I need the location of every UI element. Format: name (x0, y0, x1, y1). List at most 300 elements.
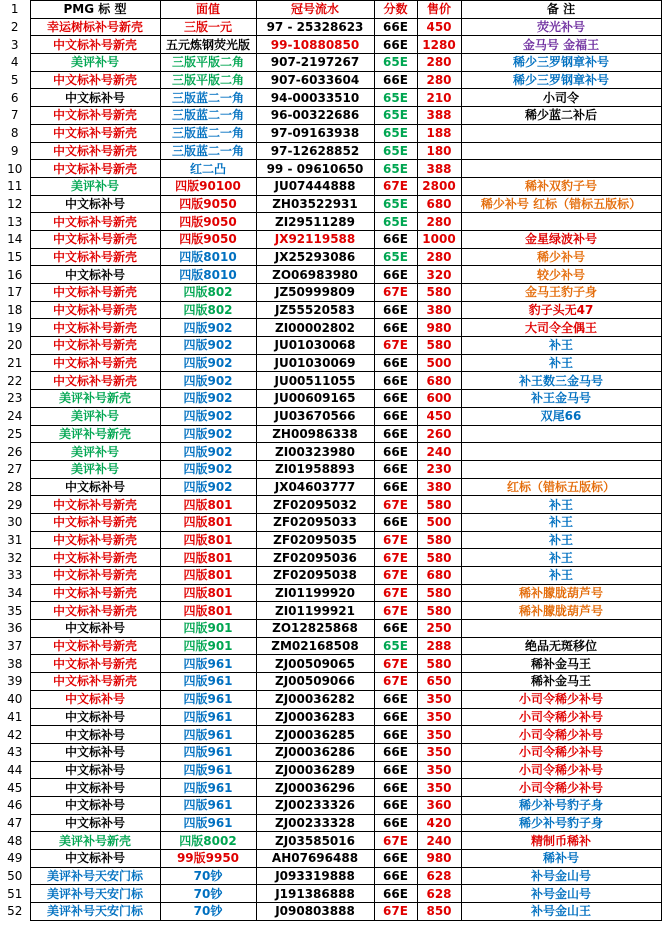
cell-price: 320 (417, 266, 461, 284)
table-row (0, 903, 661, 921)
row-number: 47 (7, 815, 23, 830)
cell-price: 500 (417, 354, 461, 372)
cell-serial: ZH03522931 (256, 195, 374, 213)
cell-denomination: 四版801 (160, 496, 256, 514)
cell-price: 350 (417, 761, 461, 779)
cell-grade: 66E (374, 867, 417, 885)
cell-type: 中文标补号新壳 (30, 284, 160, 302)
cell-grade: 66E (374, 620, 417, 638)
cell-serial: ZJ03585016 (256, 832, 374, 850)
row-number: 23 (7, 391, 23, 406)
row-number: 38 (7, 656, 23, 671)
cell-price: 628 (417, 867, 461, 885)
cell-grade: 66E (374, 319, 417, 337)
cell-type: 中文标补号 (30, 726, 160, 744)
cell-denomination: 四版801 (160, 549, 256, 567)
cell-serial: ZM02168508 (256, 637, 374, 655)
cell-grade: 66E (374, 726, 417, 744)
cell-serial: ZI29511289 (256, 213, 374, 231)
cell-remark (461, 124, 661, 142)
table-row (0, 230, 661, 248)
header-remark: 备 注 (461, 1, 661, 19)
cell-grade: 66E (374, 354, 417, 372)
cell-type: 中文标补号新壳 (30, 549, 160, 567)
cell-remark: 较少补号 (461, 266, 661, 284)
cell-serial: ZI01199921 (256, 602, 374, 620)
cell-denomination: 四版9050 (160, 230, 256, 248)
cell-denomination: 四版902 (160, 337, 256, 355)
cell-remark: 稀少三罗钢章补号 (461, 54, 661, 72)
cell-denomination: 四版902 (160, 354, 256, 372)
table-row (0, 796, 661, 814)
cell-price: 240 (417, 443, 461, 461)
cell-remark: 小司令稀少补号 (461, 761, 661, 779)
cell-serial: 907-2197267 (256, 54, 374, 72)
cell-price: 980 (417, 319, 461, 337)
row-number: 30 (7, 515, 23, 530)
cell-grade: 66E (374, 301, 417, 319)
table-row (0, 743, 661, 761)
row-number: 35 (7, 603, 23, 618)
cell-grade: 67E (374, 903, 417, 921)
cell-denomination: 四版801 (160, 513, 256, 531)
cell-remark: 补王 (461, 337, 661, 355)
cell-type: 中文标补号 (30, 850, 160, 868)
cell-denomination: 四版8010 (160, 266, 256, 284)
table-body (0, 18, 661, 920)
cell-denomination: 三版蓝二一角 (160, 124, 256, 142)
cell-denomination: 99版9950 (160, 850, 256, 868)
cell-serial: 907-6033604 (256, 71, 374, 89)
cell-type: 中文标补号 (30, 708, 160, 726)
cell-type: 中文标补号新壳 (30, 372, 160, 390)
cell-denomination: 四版961 (160, 708, 256, 726)
cell-type: 美评补号 (30, 54, 160, 72)
table-row (0, 372, 661, 390)
cell-remark (461, 443, 661, 461)
cell-remark: 精制币稀补 (461, 832, 661, 850)
cell-denomination: 四版961 (160, 814, 256, 832)
table-row (0, 478, 661, 496)
row-number: 41 (7, 709, 23, 724)
cell-denomination: 三版蓝二一角 (160, 89, 256, 107)
header-denomination: 面值 (160, 1, 256, 19)
cell-serial: ZJ00233326 (256, 796, 374, 814)
cell-grade: 65E (374, 142, 417, 160)
table-row (0, 160, 661, 178)
row-number: 37 (7, 639, 23, 654)
header-type: PMG 标 型 (30, 1, 160, 19)
cell-serial: 97-12628852 (256, 142, 374, 160)
cell-remark (461, 620, 661, 638)
row-number: 19 (7, 320, 23, 335)
cell-remark: 补王 (461, 531, 661, 549)
cell-serial: JX04603777 (256, 478, 374, 496)
table-row (0, 107, 661, 125)
cell-price: 210 (417, 89, 461, 107)
cell-type: 中文标补号新壳 (30, 637, 160, 655)
cell-denomination: 四版801 (160, 531, 256, 549)
row-number: 3 (10, 37, 19, 52)
cell-remark: 小司令稀少补号 (461, 708, 661, 726)
cell-denomination: 三版蓝二一角 (160, 107, 256, 125)
cell-serial: 96-00322686 (256, 107, 374, 125)
cell-type: 中文标补号新壳 (30, 107, 160, 125)
cell-price: 260 (417, 425, 461, 443)
cell-grade: 67E (374, 655, 417, 673)
row-number: 52 (7, 904, 23, 919)
cell-remark: 稀补朦胧葫芦号 (461, 602, 661, 620)
cell-price: 580 (417, 496, 461, 514)
cell-price: 2800 (417, 177, 461, 195)
cell-denomination: 四版801 (160, 584, 256, 602)
table-row (0, 620, 661, 638)
cell-serial: JU03670566 (256, 407, 374, 425)
cell-type: 中文标补号新壳 (30, 337, 160, 355)
row-number: 2 (10, 20, 19, 35)
table-row (0, 337, 661, 355)
table-row (0, 584, 661, 602)
cell-serial: ZI00002802 (256, 319, 374, 337)
cell-serial: ZF02095033 (256, 513, 374, 531)
cell-serial: JX25293086 (256, 248, 374, 266)
cell-denomination: 四版961 (160, 779, 256, 797)
cell-serial: ZO06983980 (256, 266, 374, 284)
table-row (0, 690, 661, 708)
row-number: 15 (7, 249, 23, 264)
cell-serial: JZ55520583 (256, 301, 374, 319)
cell-serial: 94-00033510 (256, 89, 374, 107)
row-number: 48 (7, 833, 23, 848)
row-number: 43 (7, 745, 23, 760)
table-row (0, 602, 661, 620)
table-row (0, 726, 661, 744)
cell-serial: ZI01199920 (256, 584, 374, 602)
cell-type: 中文标补号 (30, 195, 160, 213)
cell-denomination: 四版8010 (160, 248, 256, 266)
cell-serial: JU01030068 (256, 337, 374, 355)
cell-grade: 66E (374, 407, 417, 425)
row-number: 8 (10, 126, 19, 141)
row-number: 31 (7, 532, 23, 547)
cell-denomination: 三版蓝二一角 (160, 142, 256, 160)
cell-serial: ZJ00509065 (256, 655, 374, 673)
cell-denomination: 四版961 (160, 726, 256, 744)
cell-price: 350 (417, 726, 461, 744)
cell-denomination: 四版901 (160, 637, 256, 655)
cell-remark (461, 160, 661, 178)
cell-type: 美评补号天安门标 (30, 867, 160, 885)
cell-remark (461, 213, 661, 231)
cell-price: 380 (417, 301, 461, 319)
cell-price: 350 (417, 779, 461, 797)
cell-price: 240 (417, 832, 461, 850)
cell-type: 中文标补号新壳 (30, 142, 160, 160)
cell-denomination: 红二凸 (160, 160, 256, 178)
cell-serial: ZI00323980 (256, 443, 374, 461)
cell-type: 中文标补号新壳 (30, 36, 160, 54)
cell-type: 中文标补号新壳 (30, 71, 160, 89)
cell-serial: JU00609165 (256, 390, 374, 408)
row-number: 11 (7, 179, 23, 194)
cell-grade: 66E (374, 885, 417, 903)
cell-serial: J090803888 (256, 903, 374, 921)
row-number: 33 (7, 568, 23, 583)
cell-price: 350 (417, 708, 461, 726)
cell-remark: 小司令稀少补号 (461, 726, 661, 744)
row-number: 21 (7, 356, 23, 371)
table-row (0, 319, 661, 337)
table-row (0, 18, 661, 36)
cell-serial: ZF02095032 (256, 496, 374, 514)
cell-remark: 小司令稀少补号 (461, 690, 661, 708)
cell-grade: 67E (374, 177, 417, 195)
cell-remark: 双尾66 (461, 407, 661, 425)
table-row (0, 443, 661, 461)
cell-grade: 67E (374, 284, 417, 302)
cell-grade: 67E (374, 531, 417, 549)
cell-type: 中文标补号 (30, 690, 160, 708)
cell-remark: 稀补号 (461, 850, 661, 868)
cell-type: 美评补号 (30, 443, 160, 461)
header-grade: 分数 (374, 1, 417, 19)
row-number: 10 (7, 161, 23, 176)
cell-type: 美评补号新壳 (30, 425, 160, 443)
cell-grade: 66E (374, 36, 417, 54)
row-number: 39 (7, 674, 23, 689)
cell-serial: ZJ00233328 (256, 814, 374, 832)
cell-type: 中文标补号新壳 (30, 124, 160, 142)
cell-type: 中文标补号新壳 (30, 567, 160, 585)
row-number: 32 (7, 550, 23, 565)
row-number: 22 (7, 373, 23, 388)
cell-type: 中文标补号 (30, 89, 160, 107)
cell-price: 280 (417, 71, 461, 89)
table-row (0, 425, 661, 443)
table-row (0, 89, 661, 107)
row-number: 27 (7, 462, 23, 477)
cell-serial: 97 - 25328623 (256, 18, 374, 36)
cell-price: 1000 (417, 230, 461, 248)
cell-grade: 66E (374, 425, 417, 443)
cell-grade: 66E (374, 513, 417, 531)
cell-serial: AH07696488 (256, 850, 374, 868)
table-row (0, 142, 661, 160)
table-row (0, 567, 661, 585)
cell-grade: 66E (374, 460, 417, 478)
cell-denomination: 四版902 (160, 372, 256, 390)
cell-grade: 67E (374, 567, 417, 585)
cell-denomination: 四版961 (160, 761, 256, 779)
cell-remark: 稀少补号豹子身 (461, 796, 661, 814)
cell-remark: 稀少补号豹子身 (461, 814, 661, 832)
table-row (0, 213, 661, 231)
cell-denomination: 四版902 (160, 443, 256, 461)
cell-grade: 66E (374, 18, 417, 36)
row-number: 17 (7, 285, 23, 300)
cell-serial: JX92119588 (256, 230, 374, 248)
row-number: 12 (7, 196, 23, 211)
row-number: 5 (10, 73, 19, 88)
table-row (0, 549, 661, 567)
cell-grade: 65E (374, 248, 417, 266)
cell-grade: 66E (374, 266, 417, 284)
cell-denomination: 四版901 (160, 620, 256, 638)
cell-price: 580 (417, 602, 461, 620)
cell-type: 幸运树标补号新壳 (30, 18, 160, 36)
cell-serial: ZJ00036286 (256, 743, 374, 761)
cell-remark: 稀少蓝二补后 (461, 107, 661, 125)
cell-remark: 补王 (461, 513, 661, 531)
cell-denomination: 四版961 (160, 743, 256, 761)
cell-serial: ZO12825868 (256, 620, 374, 638)
cell-denomination: 四版961 (160, 690, 256, 708)
cell-serial: J191386888 (256, 885, 374, 903)
cell-serial: 97-09163938 (256, 124, 374, 142)
cell-grade: 67E (374, 673, 417, 691)
table-row (0, 266, 661, 284)
cell-grade: 67E (374, 832, 417, 850)
cell-price: 230 (417, 460, 461, 478)
table-row (0, 460, 661, 478)
cell-grade: 66E (374, 390, 417, 408)
row-number: 14 (7, 232, 23, 247)
table-row (0, 301, 661, 319)
row-number: 13 (7, 214, 23, 229)
table-row (0, 54, 661, 72)
table-row (0, 284, 661, 302)
cell-type: 中文标补号新壳 (30, 673, 160, 691)
cell-price: 580 (417, 584, 461, 602)
table-row (0, 655, 661, 673)
table-row (0, 637, 661, 655)
row-number: 9 (10, 143, 19, 158)
cell-grade: 66E (374, 690, 417, 708)
cell-denomination: 70钞 (160, 867, 256, 885)
cell-price: 380 (417, 478, 461, 496)
cell-grade: 65E (374, 637, 417, 655)
cell-serial: JU00511055 (256, 372, 374, 390)
cell-denomination: 70钞 (160, 885, 256, 903)
cell-remark (461, 460, 661, 478)
table-row (0, 354, 661, 372)
cell-price: 680 (417, 195, 461, 213)
table-row (0, 850, 661, 868)
cell-serial: JZ50999809 (256, 284, 374, 302)
cell-denomination: 四版802 (160, 284, 256, 302)
cell-remark: 豹子头无47 (461, 301, 661, 319)
cell-denomination: 三版平版二角 (160, 54, 256, 72)
cell-type: 中文标补号新壳 (30, 248, 160, 266)
cell-remark: 补王金马号 (461, 390, 661, 408)
table-row (0, 248, 661, 266)
cell-remark: 补王 (461, 354, 661, 372)
cell-denomination: 四版902 (160, 460, 256, 478)
cell-remark: 小司令 (461, 89, 661, 107)
row-number: 25 (7, 426, 23, 441)
cell-denomination: 四版9050 (160, 213, 256, 231)
cell-price: 420 (417, 814, 461, 832)
table-row (0, 761, 661, 779)
cell-type: 美评补号天安门标 (30, 903, 160, 921)
cell-grade: 66E (374, 708, 417, 726)
cell-denomination: 三版一元 (160, 18, 256, 36)
cell-grade: 66E (374, 743, 417, 761)
row-number: 40 (7, 692, 23, 707)
cell-type: 中文标补号新壳 (30, 319, 160, 337)
cell-type: 美评补号新壳 (30, 390, 160, 408)
table-row (0, 496, 661, 514)
cell-remark (461, 425, 661, 443)
cell-type: 中文标补号新壳 (30, 354, 160, 372)
cell-grade: 65E (374, 89, 417, 107)
row-number: 51 (7, 886, 23, 901)
cell-type: 中文标补号新壳 (30, 513, 160, 531)
cell-price: 350 (417, 690, 461, 708)
cell-serial: ZJ00036283 (256, 708, 374, 726)
cell-price: 580 (417, 531, 461, 549)
cell-price: 580 (417, 337, 461, 355)
row-number: 6 (10, 90, 19, 105)
table-row (0, 832, 661, 850)
cell-type: 中文标补号 (30, 779, 160, 797)
cell-denomination: 四版8002 (160, 832, 256, 850)
cell-price: 850 (417, 903, 461, 921)
cell-grade: 66E (374, 796, 417, 814)
cell-denomination: 四版902 (160, 478, 256, 496)
row-number: 45 (7, 780, 23, 795)
cell-serial: ZH00986338 (256, 425, 374, 443)
cell-price: 628 (417, 885, 461, 903)
row-number: 46 (7, 798, 23, 813)
cell-price: 680 (417, 567, 461, 585)
cell-price: 1280 (417, 36, 461, 54)
cell-grade: 66E (374, 478, 417, 496)
cell-remark: 小司令稀少补号 (461, 779, 661, 797)
cell-type: 中文标补号 (30, 761, 160, 779)
cell-grade: 66E (374, 71, 417, 89)
row-number: 28 (7, 479, 23, 494)
cell-price: 188 (417, 124, 461, 142)
cell-remark: 补王 (461, 567, 661, 585)
table-row (0, 390, 661, 408)
table-row (0, 36, 661, 54)
cell-type: 中文标补号新壳 (30, 655, 160, 673)
cell-remark: 荧光补号 (461, 18, 661, 36)
cell-type: 中文标补号新壳 (30, 301, 160, 319)
header-serial: 冠号流水 (256, 1, 374, 19)
cell-grade: 67E (374, 549, 417, 567)
cell-remark: 稀补朦胧葫芦号 (461, 584, 661, 602)
cell-grade: 66E (374, 230, 417, 248)
cell-type: 美评补号 (30, 407, 160, 425)
cell-remark: 补号金山王 (461, 903, 661, 921)
cell-denomination: 四版801 (160, 602, 256, 620)
header-row (0, 1, 661, 19)
cell-price: 650 (417, 673, 461, 691)
cell-type: 中文标补号 (30, 620, 160, 638)
cell-remark: 稀少三罗钢章补号 (461, 71, 661, 89)
cell-price: 180 (417, 142, 461, 160)
cell-denomination: 四版902 (160, 407, 256, 425)
cell-type: 中文标补号新壳 (30, 213, 160, 231)
table-row (0, 673, 661, 691)
cell-price: 580 (417, 549, 461, 567)
cell-type: 中文标补号新壳 (30, 531, 160, 549)
cell-serial: 99 - 09610650 (256, 160, 374, 178)
cell-remark (461, 142, 661, 160)
cell-denomination: 四版9050 (160, 195, 256, 213)
